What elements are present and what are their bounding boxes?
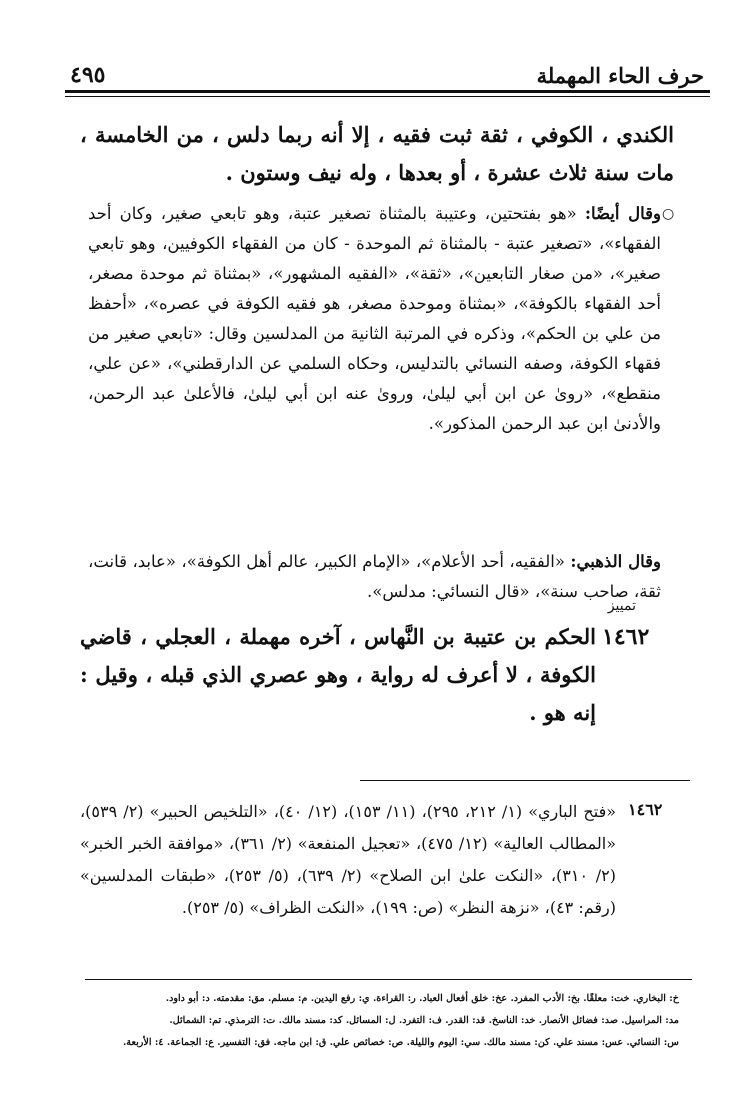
header-rule-thick	[65, 90, 710, 93]
footnote-number: ١٤٦٢	[628, 800, 663, 819]
abbreviations-line-1: خ: البخاري. خت: معلقًا. بخ: الأدب المفرد. عخ: خلق أفعال العباد. ر: القراءة. ي: رفع اليدين. م: مسلم. مق: مقدمته. د: أبو داود.	[165, 993, 679, 1004]
comment-bullet-icon: ○	[662, 206, 675, 222]
comment-label-ibn-hajar: وقال أيضًا:	[584, 204, 662, 223]
page-header	[70, 52, 704, 88]
header-rule-thin	[65, 96, 710, 97]
dhahabi-paragraph	[88, 547, 661, 607]
footnote-paragraph: «فتح الباري» (١/ ٢١٢، ٢٩٥)، (١١/ ١٥٣)، (١٢/ ٤٠)، «التلخيص الحبير» (٢/ ٥٣٩)، «المطالب العالية» (١٢/ ٤٧٥)، «تعجيل المنفعة» (٢/ ٣٦١)، «موافقة الخبر الخبر» (٢/ ٣١٠)، «النكت علىٰ ابن الصلاح» (٢/ ٦٣٩)، (٥/ ٢٥٣)، «طبقات المدلسين» (رقم: ٤٣)، «نزهة النظر» (ص: ١٩٩)، «النكت الظراف» (٥/ ٢٥٣).	[80, 802, 617, 917]
comment-text-dhahabi: «الفقيه، أحد الأعلام»، «الإمام الكبير، عالم أهل الكوفة»، «عابد، قانت، ثقة، صاحب سنة»، «قال النسائي: مدلس».	[88, 552, 661, 601]
intro-paragraph: الكندي ، الكوفي ، ثقة ثبت فقيه ، إلا أنه ربما دلس ، من الخامسة ، مات سنة ثلاث عشرة ، أو بعدها ، وله نيف وستون .	[80, 122, 674, 185]
page-number: ٤٩٥	[70, 62, 106, 88]
comment-paragraph	[88, 199, 661, 439]
comment-text-ibn-hajar: «هو بفتحتين، وعتيبة بالمثناة تصغير عتبة، وهو تابعي صغير، وكان أحد الفقهاء»، «تصغير عتبة - بالمثناة ثم الموحدة - كان من الفقهاء الكوفيين، وهو تابعي صغير»، «من صغار التابعين»، «ثقة»، «الفقيه المشهور»، «بمثناة ثم موحدة مصغر، أحد الفقهاء بالكوفة»، «بمثناة وموحدة مصغر، هو فقيه الكوفة في عصره»، «أحفظ من علي بن الحكم»، وذكره في المرتبة الثانية من المدلسين وقال: «تابعي صغير من فقهاء الكوفة، وصفه النسائي بالتدليس، وحكاه السلمي عن الدارقطني»، «عن علي، منقطع»، «روىٰ عن ابن أبي ليلىٰ، وروىٰ عنه ابن أبي ليلىٰ، فالأعلىٰ عبد الرحمن، والأدنىٰ ابن عبد الرحمن المذكور».	[88, 204, 661, 433]
abbreviations-line-2: مد: المراسيل. صد: فضائل الأنصار. خد: الناسخ. قد: القدر. ف: التفرد. ل: المسائل. كد: مسند مالك. ت: الترمذي. تم: الشمائل.	[169, 1015, 679, 1026]
entry-number: ١٤٦٢	[602, 624, 650, 650]
footnote-rule	[360, 780, 690, 781]
tamyiz-label: تمييز	[607, 598, 636, 614]
chapter-title: حرف الحاء المهملة	[536, 63, 704, 88]
comment-label-dhahabi: وقال الذهبي:	[570, 552, 661, 571]
entry-paragraph: الحكم بن عتيبة بن النَّهاس ، آخره مهملة ، العجلي ، قاضي الكوفة ، لا أعرف له رواية ، وهو عصري الذي قبله ، وقيل : إنه هو .	[80, 624, 596, 725]
abbreviations-line-3: س: النسائي. عس: مسند علي. كن: مسند مالك. سي: اليوم والليلة. ص: خصائص علي. ق: ابن ماجه. فق: التفسير. ع: الجماعة. ٤: الأربعة.	[122, 1037, 679, 1048]
abbreviations-rule	[85, 979, 692, 980]
